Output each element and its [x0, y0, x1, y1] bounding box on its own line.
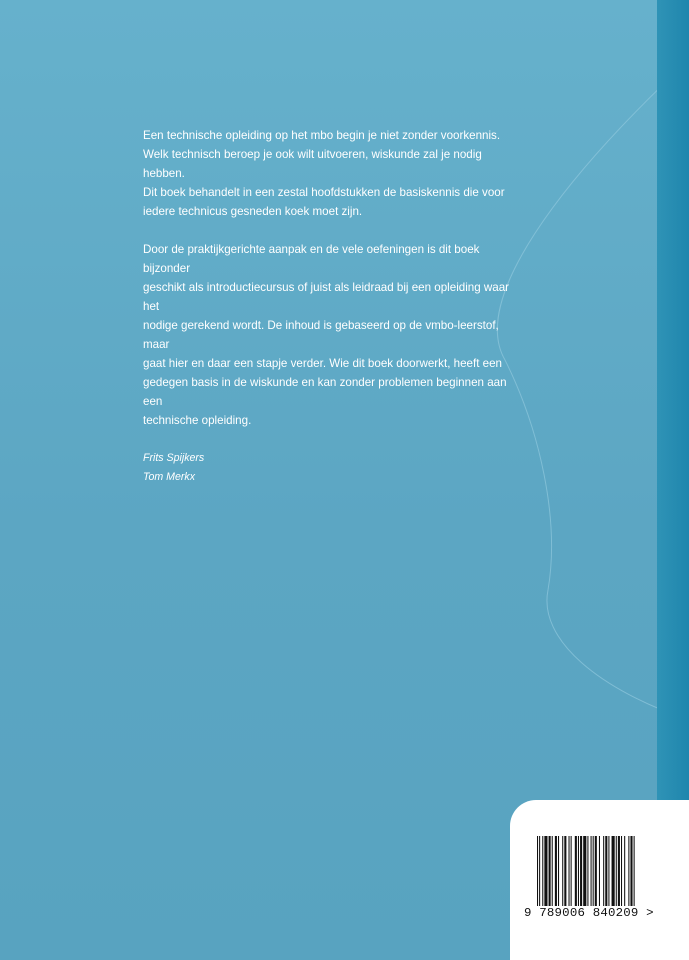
barcode-bar — [621, 836, 622, 906]
barcode-bar — [624, 836, 625, 906]
authors — [143, 449, 523, 487]
barcode-card — [510, 800, 689, 960]
barcode-bar — [555, 836, 557, 906]
barcode-bar — [616, 836, 617, 906]
barcode-bar — [549, 836, 551, 906]
barcode-bar — [593, 836, 594, 906]
blurb-paragraph-2: Door de praktijkgerichte aanpak en de vele oefeningen is dit boek bijzonder geschikt als introductiecursus of juist als leidraad bij een opleiding waar het nodige gerekend wordt. De inhoud is gebaseerd op de vmbo-leerstof, maar gaat hier en daar een stapje verder. Wie dit boek doorwerkt, heeft een gedegen basis in de wiskunde en kan zonder problemen beginnen aan een technische opleiding. — [143, 243, 510, 427]
barcode-bar — [571, 836, 572, 906]
barcode-bar — [612, 836, 615, 906]
barcode-bar — [608, 836, 609, 906]
barcode-bar — [634, 836, 635, 906]
barcode-bar — [587, 836, 588, 906]
barcode-bar — [630, 836, 632, 906]
barcode-bar — [595, 836, 597, 906]
barcode-bar — [618, 836, 620, 906]
barcode-bar — [575, 836, 577, 906]
barcode-bar — [628, 836, 629, 906]
barcode-bar — [564, 836, 566, 906]
barcode-bar — [537, 836, 538, 906]
barcode-bar — [562, 836, 563, 906]
barcode-bar — [544, 836, 547, 906]
barcode-digits: 9 789006 840209 > — [524, 906, 654, 920]
author-name: Frits Spijkers — [143, 452, 205, 464]
barcode-bar — [583, 836, 586, 906]
barcode-bar — [578, 836, 579, 906]
barcode-icon — [535, 836, 685, 906]
blurb-paragraph-1: Een technische opleiding op het mbo begin je niet zonder voorkennis. Welk technisch beroep je ook wilt uitvoeren, wiskunde zal je nodig hebben. Dit boek behandelt in een zestal hoofdstukken de basiskennis die voor iedere technicus gesneden koek moet zijn. — [143, 129, 505, 218]
barcode-bar — [558, 836, 559, 906]
author-name: Tom Merkx — [143, 471, 195, 483]
barcode-bar — [552, 836, 553, 906]
barcode-bar — [539, 836, 540, 906]
barcode-bar — [599, 836, 600, 906]
barcode-bar — [542, 836, 543, 906]
barcode-bar — [605, 836, 607, 906]
barcode-bar — [569, 836, 570, 906]
barcode-bar — [580, 836, 582, 906]
barcode-bar — [603, 836, 604, 906]
barcode-bar — [591, 836, 592, 906]
blurb — [143, 126, 523, 487]
